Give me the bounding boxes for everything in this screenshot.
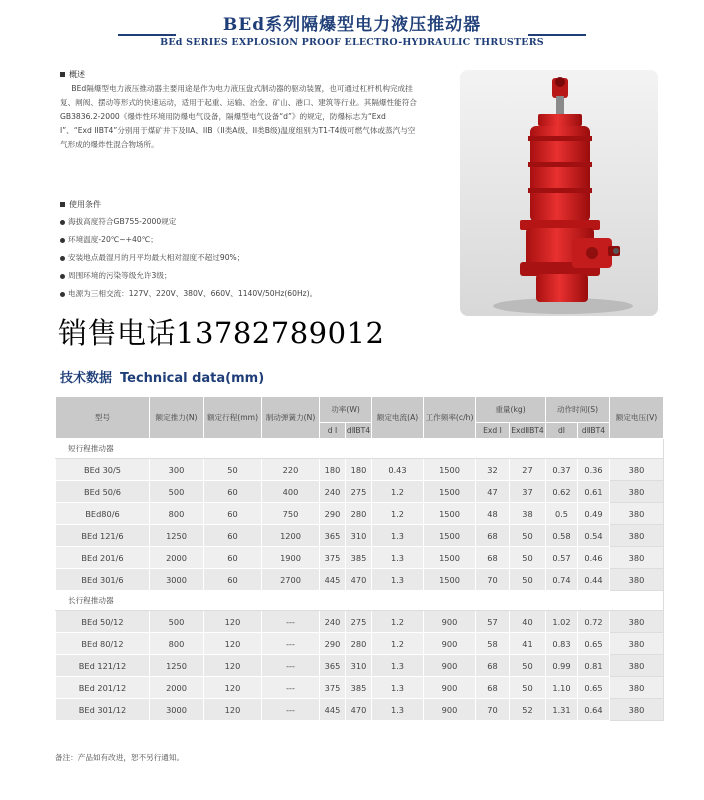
table-cell: 380 — [610, 677, 664, 699]
title-en: BEd SERIES EXPLOSION PROOF ELECTRO-HYDRAULIC THRUSTERS — [160, 37, 544, 48]
tech-heading — [60, 367, 264, 386]
table-cell: 290 — [320, 633, 346, 655]
table-cell: 120 — [204, 655, 262, 677]
table-row — [56, 547, 664, 569]
condition-item: 电源为三相交流：127V、220V、380V、660V、1140V/50Hz(60Hz)。 — [60, 287, 317, 301]
table-cell: 445 — [320, 699, 346, 721]
tech-heading-cn: 技术数据 — [60, 371, 113, 386]
table-cell: 470 — [346, 699, 372, 721]
table-row — [56, 699, 664, 721]
table-cell: 220 — [262, 459, 320, 481]
dot-bullet-icon — [60, 220, 65, 225]
thruster-illustration — [460, 70, 658, 316]
tech-heading-en: Technical data(mm) — [120, 371, 265, 386]
condition-item: 周围环境的污染等级允许3级； — [60, 269, 317, 283]
conditions-section — [60, 198, 317, 301]
group-label: 长行程推动器 — [56, 591, 610, 611]
table-cell: 900 — [424, 677, 476, 699]
table-cell: 68 — [476, 677, 510, 699]
table-cell: 380 — [610, 633, 664, 655]
table-cell: 57 — [476, 611, 510, 633]
voltage-spacer — [610, 591, 664, 611]
table-cell: 0.62 — [546, 481, 578, 503]
table-cell: 800 — [150, 633, 204, 655]
condition-item: 环境温度-20℃~+40℃； — [60, 233, 317, 247]
table-row — [56, 633, 664, 655]
overview-heading: 概述 — [60, 68, 420, 82]
table-cell: 1.02 — [546, 611, 578, 633]
table-cell: 0.54 — [578, 525, 610, 547]
dot-bullet-icon — [60, 274, 65, 279]
table-cell: 380 — [610, 481, 664, 503]
table-cell: 1.3 — [372, 655, 424, 677]
table-cell: 37 — [510, 481, 546, 503]
table-row — [56, 655, 664, 677]
table-cell: --- — [262, 677, 320, 699]
table-cell: 60 — [204, 481, 262, 503]
table-cell: 60 — [204, 547, 262, 569]
table-cell: 0.83 — [546, 633, 578, 655]
table-cell: 1.2 — [372, 503, 424, 525]
table-cell: 60 — [204, 569, 262, 591]
table-row — [56, 611, 664, 633]
col-current: 额定电流(A) — [372, 397, 424, 439]
table-cell: 380 — [610, 547, 664, 569]
table-cell: 1500 — [424, 503, 476, 525]
voltage-spacer — [610, 439, 664, 459]
table-cell: 445 — [320, 569, 346, 591]
col-power-d2: dⅡBT4 — [346, 423, 372, 439]
table-cell: BEd 201/6 — [56, 547, 150, 569]
table-cell: 240 — [320, 481, 346, 503]
table-row — [56, 481, 664, 503]
table-cell: 60 — [204, 503, 262, 525]
table-cell: 27 — [510, 459, 546, 481]
table-cell: 1.2 — [372, 611, 424, 633]
dot-bullet-icon — [60, 238, 65, 243]
table-cell: BEd 121/12 — [56, 655, 150, 677]
table-cell: 380 — [610, 611, 664, 633]
table-row — [56, 569, 664, 591]
table-cell: 50 — [510, 677, 546, 699]
table-cell: BEd 50/6 — [56, 481, 150, 503]
table-cell: 60 — [204, 525, 262, 547]
table-cell: 3000 — [150, 699, 204, 721]
col-weight-e1: Exd Ⅰ — [476, 423, 510, 439]
table-cell: 380 — [610, 655, 664, 677]
table-cell: 1.3 — [372, 677, 424, 699]
col-power-d1: d Ⅰ — [320, 423, 346, 439]
condition-item: 安装地点最湿月的月平均最大相对湿度不超过90%； — [60, 251, 317, 265]
table-cell: 750 — [262, 503, 320, 525]
table-cell: 385 — [346, 677, 372, 699]
table-cell: 50 — [510, 655, 546, 677]
table-cell: 0.58 — [546, 525, 578, 547]
table-cell: 50 — [510, 525, 546, 547]
table-cell: 280 — [346, 503, 372, 525]
col-time-d1: dⅠ — [546, 423, 578, 439]
table-cell: 380 — [610, 699, 664, 721]
table-cell: 900 — [424, 655, 476, 677]
group-label: 短行程推动器 — [56, 439, 610, 459]
table-cell: 280 — [346, 633, 372, 655]
table-cell: 0.61 — [578, 481, 610, 503]
footnote: 备注：产品如有改进，恕不另行通知。 — [55, 753, 185, 762]
table-cell: 38 — [510, 503, 546, 525]
table-cell: 52 — [510, 699, 546, 721]
table-cell: 1.3 — [372, 547, 424, 569]
table-cell: 800 — [150, 503, 204, 525]
table-cell: 0.57 — [546, 547, 578, 569]
table-cell: 1500 — [424, 569, 476, 591]
table-cell: 0.72 — [578, 611, 610, 633]
square-bullet-icon — [60, 202, 65, 207]
table-cell: 1200 — [262, 525, 320, 547]
table-cell: 0.65 — [578, 677, 610, 699]
table-cell: 0.46 — [578, 547, 610, 569]
table-row — [56, 525, 664, 547]
table-cell: 0.36 — [578, 459, 610, 481]
dot-bullet-icon — [60, 292, 65, 297]
table-cell: 1.3 — [372, 525, 424, 547]
table-cell: 240 — [320, 611, 346, 633]
table-cell: 275 — [346, 481, 372, 503]
table-row — [56, 503, 664, 525]
table-cell: 0.99 — [546, 655, 578, 677]
table-cell: 120 — [204, 677, 262, 699]
overview-paragraph: BEd隔爆型电力液压推动器主要用途是作为电力液压盘式制动器的驱动装置，也可通过杠杆机构完成挂复、闸阀、摆动等形式的快速运动，适用于起重、运输、冶金、矿山、港口、建筑等行业。其隔爆性能符合GB3836.2-2000《爆炸性环境用防爆电气设备，隔爆型电气设备“d”》的规定，防爆标志为“Exd I”、“Exd IIBT4”分别用于煤矿井下及IIA、IIB（II类A级、II类B级)温度组别为T1-T4级可燃气体或蒸汽与空气形成的爆炸性混合物场所。 — [60, 84, 417, 149]
col-power: 功率(W) — [320, 397, 372, 423]
table-cell: 500 — [150, 481, 204, 503]
table-cell: BEd 80/12 — [56, 633, 150, 655]
table-cell: 70 — [476, 569, 510, 591]
table-cell: 1.10 — [546, 677, 578, 699]
table-group-row — [56, 591, 664, 611]
table-cell: 41 — [510, 633, 546, 655]
table-cell: 380 — [610, 503, 664, 525]
title-rule-left — [118, 34, 176, 36]
square-bullet-icon — [60, 72, 65, 77]
table-cell: 180 — [320, 459, 346, 481]
table-cell: 180 — [346, 459, 372, 481]
table-cell: 0.5 — [546, 503, 578, 525]
table-cell: BEd 30/5 — [56, 459, 150, 481]
dot-bullet-icon — [60, 256, 65, 261]
table-cell: 50 — [204, 459, 262, 481]
table-cell: 2000 — [150, 547, 204, 569]
table-cell: 900 — [424, 633, 476, 655]
table-cell: 32 — [476, 459, 510, 481]
sales-phone: 销售电话13782789012 — [58, 316, 385, 350]
table-cell: --- — [262, 633, 320, 655]
col-time: 动作时间(S) — [546, 397, 610, 423]
table-cell: 1500 — [424, 525, 476, 547]
table-cell: 375 — [320, 677, 346, 699]
table-cell: 68 — [476, 547, 510, 569]
table-cell: 375 — [320, 547, 346, 569]
table-cell: 68 — [476, 655, 510, 677]
table-cell: BEd 50/12 — [56, 611, 150, 633]
table-cell: 380 — [610, 569, 664, 591]
table-cell: BEd 121/6 — [56, 525, 150, 547]
tech-data-table — [55, 396, 664, 721]
table-cell: 1900 — [262, 547, 320, 569]
table-cell: 0.49 — [578, 503, 610, 525]
table-cell: 1.31 — [546, 699, 578, 721]
table-cell: 70 — [476, 699, 510, 721]
table-cell: BEd 201/12 — [56, 677, 150, 699]
table-cell: 0.44 — [578, 569, 610, 591]
table-cell: 1.2 — [372, 481, 424, 503]
table-cell: 2700 — [262, 569, 320, 591]
table-cell: 48 — [476, 503, 510, 525]
table-cell: 290 — [320, 503, 346, 525]
title-rule-right — [528, 34, 586, 36]
table-cell: 1.2 — [372, 633, 424, 655]
table-cell: 1500 — [424, 547, 476, 569]
col-model: 型号 — [56, 397, 150, 439]
table-cell: --- — [262, 655, 320, 677]
table-cell: 380 — [610, 525, 664, 547]
table-cell: 0.43 — [372, 459, 424, 481]
table-cell: 365 — [320, 655, 346, 677]
col-freq: 工作频率(c/h) — [424, 397, 476, 439]
table-cell: 380 — [610, 459, 664, 481]
table-cell: BEd 301/6 — [56, 569, 150, 591]
table-cell: 2000 — [150, 677, 204, 699]
table-cell: 275 — [346, 611, 372, 633]
table-cell: BEd80/6 — [56, 503, 150, 525]
table-cell: 900 — [424, 699, 476, 721]
table-cell: --- — [262, 699, 320, 721]
table-cell: 120 — [204, 611, 262, 633]
table-cell: 1250 — [150, 655, 204, 677]
table-cell: 0.74 — [546, 569, 578, 591]
table-cell: 47 — [476, 481, 510, 503]
table-cell: 500 — [150, 611, 204, 633]
table-cell: 0.37 — [546, 459, 578, 481]
col-thrust: 额定推力(N) — [150, 397, 204, 439]
col-weight: 重量(kg) — [476, 397, 546, 423]
conditions-heading: 使用条件 — [60, 198, 317, 212]
table-cell: 1.3 — [372, 569, 424, 591]
table-cell: 3000 — [150, 569, 204, 591]
col-voltage: 额定电压(V) — [610, 397, 664, 439]
col-time-d2: dⅡBT4 — [578, 423, 610, 439]
table-row — [56, 459, 664, 481]
table-cell: 365 — [320, 525, 346, 547]
table-cell: 300 — [150, 459, 204, 481]
table-cell: 58 — [476, 633, 510, 655]
table-cell: 310 — [346, 655, 372, 677]
table-cell: --- — [262, 611, 320, 633]
product-photo — [460, 70, 658, 316]
table-row — [56, 677, 664, 699]
table-group-row — [56, 439, 664, 459]
table-cell: 470 — [346, 569, 372, 591]
title-cn: BEd系列隔爆型电力液压推动器 — [222, 15, 482, 35]
col-stroke: 额定行程(mm) — [204, 397, 262, 439]
table-cell: 120 — [204, 699, 262, 721]
col-weight-e2: ExdⅡBT4 — [510, 423, 546, 439]
table-cell: 50 — [510, 569, 546, 591]
table-header-row — [56, 397, 664, 423]
table-cell: 0.64 — [578, 699, 610, 721]
table-cell: BEd 301/12 — [56, 699, 150, 721]
condition-item: 海拔高度符合GB755-2000规定 — [60, 215, 317, 229]
table-cell: 120 — [204, 633, 262, 655]
table-cell: 1500 — [424, 459, 476, 481]
table-cell: 68 — [476, 525, 510, 547]
table-cell: 50 — [510, 547, 546, 569]
table-cell: 385 — [346, 547, 372, 569]
table-cell: 0.81 — [578, 655, 610, 677]
col-brake-spring: 制动弹簧力(N) — [262, 397, 320, 439]
table-cell: 400 — [262, 481, 320, 503]
table-cell: 900 — [424, 611, 476, 633]
table-cell: 40 — [510, 611, 546, 633]
table-cell: 1500 — [424, 481, 476, 503]
table-cell: 0.65 — [578, 633, 610, 655]
table-cell: 1.3 — [372, 699, 424, 721]
table-cell: 1250 — [150, 525, 204, 547]
overview-section — [60, 68, 420, 152]
table-cell: 310 — [346, 525, 372, 547]
